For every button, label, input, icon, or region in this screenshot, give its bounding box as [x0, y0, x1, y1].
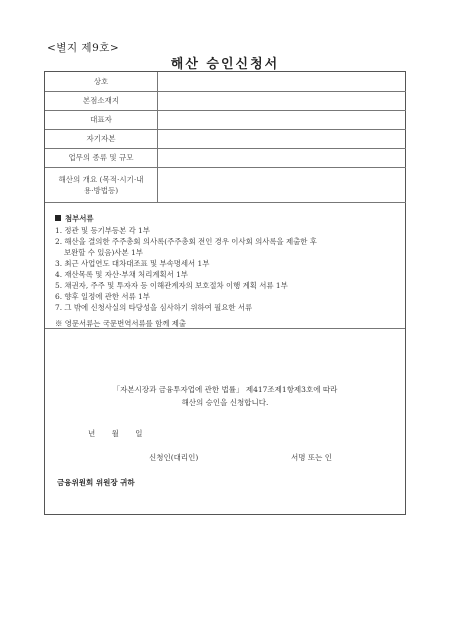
attachments-heading: 첨부서류 [55, 213, 397, 224]
date-line[interactable]: 년 월 일 [88, 429, 143, 438]
field-label-equity-capital: 자기자본 [45, 129, 158, 148]
attachment-item: 4. 재산목록 및 자산·부채 처리계획서 1부 [55, 270, 188, 279]
recipient: 금융위원회 위원장 귀하 [57, 478, 135, 487]
attachment-item: 7. 그 밖에 신청사실의 타당성을 심사하기 위하여 필요한 서류 [55, 303, 253, 312]
field-label-business-type: 업무의 종류 및 규모 [45, 148, 158, 167]
declaration-line-1: 「자본시장과 금융투자업에 관한 법률」 제417조제1항제3호에 따라 [112, 385, 338, 394]
field-label-head-office: 본점소재지 [45, 91, 158, 110]
field-row-representative [45, 110, 406, 129]
declaration-line-2: 해산의 승인을 신청합니다. [181, 398, 269, 407]
attachments-section [55, 213, 397, 329]
attachment-item: 3. 최근 사업연도 대차대조표 및 부속명세서 1부 [55, 259, 210, 268]
square-bullet-icon [55, 215, 61, 221]
form-title: 해산 승인신청서 [170, 57, 280, 72]
field-value-dissolution-overview[interactable] [158, 167, 407, 202]
field-label-company-name: 상호 [45, 72, 158, 91]
field-row-business-type [45, 148, 406, 167]
attachment-item-continued: 보완할 수 있음)사본 1부 [64, 248, 143, 257]
field-row-company-name [45, 72, 406, 91]
signature-label: 서명 또는 인 [291, 453, 332, 462]
attachment-item: 6. 향후 일정에 관한 서류 1부 [55, 292, 150, 301]
attachment-item: 2. 해산을 결의한 주주총회 의사록(주주총회 전인 경우 이사회 의사록을 제출한 후 [55, 237, 317, 246]
field-value-company-name[interactable] [158, 72, 407, 91]
field-value-head-office[interactable] [158, 91, 407, 110]
field-label-representative: 대표자 [45, 110, 158, 129]
attachment-item: 1. 정관 및 등기부등본 각 1부 [55, 226, 150, 235]
field-value-business-type[interactable] [158, 148, 407, 167]
field-value-representative[interactable] [158, 110, 407, 129]
attachments-note: ※ 영문서류는 국문번역서류를 함께 제출 [55, 319, 187, 328]
form-number: <별지 제9호> [47, 42, 120, 54]
attachments-list [55, 225, 397, 313]
field-label-dissolution-overview: 해산의 개요 (목적·시기·내 용·방법등) [45, 167, 158, 202]
application-form [44, 71, 406, 515]
field-row-equity-capital [45, 129, 406, 148]
applicant-label: 신청인(대리인) [149, 453, 199, 462]
field-value-equity-capital[interactable] [158, 129, 407, 148]
section-divider [45, 328, 405, 329]
attachment-item: 5. 채권자, 주주 및 투자자 등 이해관계자의 보호절차 이행 계획 서류 1부 [55, 281, 288, 290]
info-table [45, 72, 406, 203]
field-row-head-office [45, 91, 406, 110]
field-row-dissolution-overview [45, 167, 406, 202]
